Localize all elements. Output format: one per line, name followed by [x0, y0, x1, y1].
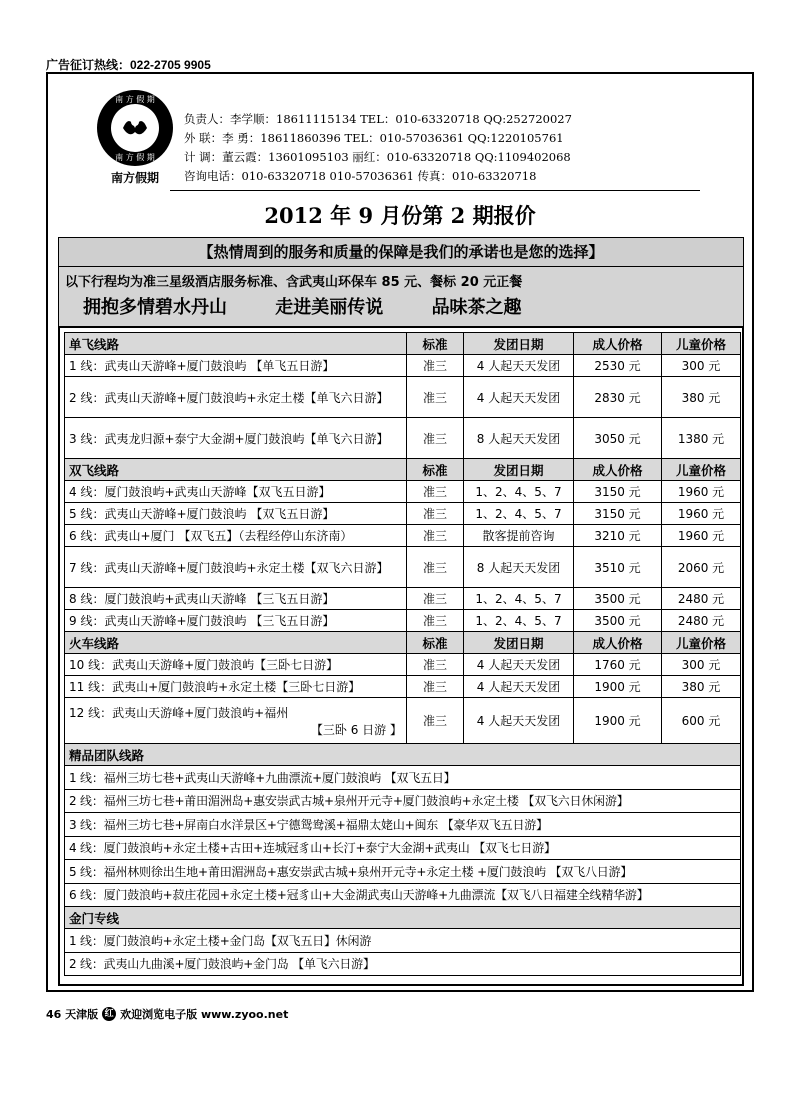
section-title: 金门专线 [65, 907, 741, 929]
departure: 4 人起天天发团 [464, 698, 574, 744]
route: 2 线：武夷山天游峰+厦门鼓浪屿+永定土楼【单飞六日游】 [65, 377, 407, 418]
table-row [65, 547, 741, 588]
child-price: 1960 元 [662, 503, 741, 525]
logo-ring-top: 南 方 假 期 [115, 95, 155, 104]
elite-route: 6 线：厦门鼓浪屿+菽庄花园+永定土楼+冠豸山+大金湖武夷山天游峰+九曲漂流【双飞八日福建全线精华游】 [65, 883, 741, 907]
price-table [64, 332, 741, 976]
page-number: 46 天津版 [46, 1008, 99, 1021]
departure: 1、2、4、5、7 [464, 588, 574, 610]
departure: 4 人起天天发团 [464, 654, 574, 676]
adult-price: 3150 元 [574, 481, 662, 503]
child-price: 2060 元 [662, 547, 741, 588]
standard: 准三 [407, 377, 464, 418]
col-departure: 发团日期 [464, 632, 574, 654]
table-row [65, 698, 741, 744]
standard: 准三 [407, 418, 464, 459]
child-price: 300 元 [662, 654, 741, 676]
contact-row: 计 调：董云霞：13601095103 丽红：010-63320718 QQ:1109402068 [184, 150, 571, 164]
departure: 4 人起天天发团 [464, 377, 574, 418]
list-item [65, 766, 741, 790]
logo-name: 南方假期 [110, 171, 160, 185]
adult-price: 1760 元 [574, 654, 662, 676]
col-child-price: 儿童价格 [662, 632, 741, 654]
col-adult-price: 成人价格 [574, 632, 662, 654]
standard: 准三 [407, 654, 464, 676]
standard: 准三 [407, 503, 464, 525]
table-row [65, 418, 741, 459]
col-adult-price: 成人价格 [574, 459, 662, 481]
standard: 准三 [407, 588, 464, 610]
tagline-part: 走进美丽传说 [275, 297, 384, 318]
child-price: 600 元 [662, 698, 741, 744]
table-row [65, 377, 741, 418]
adult-price: 1900 元 [574, 698, 662, 744]
child-price: 300 元 [662, 355, 741, 377]
route: 8 线：厦门鼓浪屿+武夷山天游峰 【三飞五日游】 [65, 588, 407, 610]
departure: 4 人起天天发团 [464, 676, 574, 698]
nanfang-holiday-logo [90, 88, 180, 188]
route: 5 线：武夷山天游峰+厦门鼓浪屿 【双飞五日游】 [65, 503, 407, 525]
table-row [65, 654, 741, 676]
departure: 散客提前咨询 [464, 525, 574, 547]
section-title: 火车线路 [65, 632, 407, 654]
child-price: 2480 元 [662, 588, 741, 610]
col-child-price: 儿童价格 [662, 333, 741, 355]
section-header-train [65, 632, 741, 654]
standard: 准三 [407, 610, 464, 632]
standard: 准三 [407, 525, 464, 547]
list-item [65, 860, 741, 884]
list-item [65, 883, 741, 907]
col-standard: 标准 [407, 333, 464, 355]
standard: 准三 [407, 698, 464, 744]
page-title: 2012 年 9 月份第 2 期报价 [264, 203, 536, 228]
elite-route: 4 线：厦门鼓浪屿+永定土楼+古田+连城冠豸山+长汀+泰宁大金湖+武夷山 【双飞七日游】 [65, 836, 741, 860]
route-suffix: 【三卧 6 日游 】 [310, 722, 402, 737]
table-row [65, 503, 741, 525]
col-departure: 发团日期 [464, 459, 574, 481]
list-item [65, 813, 741, 837]
contact-block [184, 110, 572, 186]
banner-slogan: 【热情周到的服务和质量的保障是我们的承诺也是您的选择】 [59, 238, 743, 267]
route: 11 线：武夷山+厦门鼓浪屿+永定土楼【三卧七日游】 [65, 676, 407, 698]
col-child-price: 儿童价格 [662, 459, 741, 481]
route-line: 12 线：武夷山天游峰+厦门鼓浪屿+福州 [69, 705, 289, 720]
child-price: 1960 元 [662, 525, 741, 547]
contact-row: 外 联：李 勇：18611860396 TEL：010-57036361 QQ:1220105761 [184, 131, 564, 145]
adult-price: 2530 元 [574, 355, 662, 377]
contact-row: 负责人：李学顺：18611115134 TEL：010-63320718 QQ:252720027 [184, 112, 572, 126]
table-row [65, 481, 741, 503]
section-title: 精品团队线路 [65, 744, 741, 766]
adult-price: 2830 元 [574, 377, 662, 418]
standard: 准三 [407, 481, 464, 503]
departure: 1、2、4、5、7 [464, 610, 574, 632]
col-departure: 发团日期 [464, 333, 574, 355]
list-item [65, 789, 741, 813]
adult-price: 3500 元 [574, 588, 662, 610]
adult-price: 3510 元 [574, 547, 662, 588]
elite-route: 5 线：福州林则徐出生地+莆田湄洲岛+惠安崇武古城+泉州开元寺+永定土楼 +厦门鼓浪屿 【双飞八日游】 [65, 860, 741, 884]
contact-row: 咨询电话：010-63320718 010-57036361 传真：010-63320718 [184, 169, 537, 183]
standard: 准三 [407, 355, 464, 377]
table-row [65, 676, 741, 698]
section-title: 单飞线路 [65, 333, 407, 355]
child-price: 380 元 [662, 377, 741, 418]
departure: 4 人起天天发团 [464, 355, 574, 377]
tagline-part: 拥抱多情碧水丹山 [83, 297, 227, 318]
page-footer [46, 1006, 288, 1022]
list-item [65, 929, 741, 953]
footer-text: 欢迎浏览电子版 www.zyoo.net [120, 1008, 289, 1021]
departure: 8 人起天天发团 [464, 418, 574, 459]
adult-price: 3500 元 [574, 610, 662, 632]
section-header-elite [65, 744, 741, 766]
route: 7 线：武夷山天游峰+厦门鼓浪屿+永定土楼【双飞六日游】 [65, 547, 407, 588]
contact-underline [170, 190, 700, 191]
departure: 8 人起天天发团 [464, 547, 574, 588]
route: 3 线：武夷龙归源+泰宁大金湖+厦门鼓浪屿【单飞六日游】 [65, 418, 407, 459]
ad-hotline: 广告征订热线：022-2705 9905 [46, 58, 211, 72]
route: 9 线：武夷山天游峰+厦门鼓浪屿 【三飞五日游】 [65, 610, 407, 632]
banner-tagline [83, 293, 564, 319]
promo-banner [58, 237, 744, 327]
route: 1 线：武夷山天游峰+厦门鼓浪屿 【单飞五日游】 [65, 355, 407, 377]
departure: 1、2、4、5、7 [464, 503, 574, 525]
table-row [65, 355, 741, 377]
standard: 准三 [407, 547, 464, 588]
banner-service-standard: 以下行程均为准三星级酒店服务标准、含武夷山环保车 85 元、餐标 20 元正餐 [65, 275, 523, 290]
child-price: 380 元 [662, 676, 741, 698]
col-standard: 标准 [407, 459, 464, 481]
section-header-double-flight [65, 459, 741, 481]
price-table-box [58, 326, 744, 986]
section-title: 双飞线路 [65, 459, 407, 481]
child-price: 1380 元 [662, 418, 741, 459]
jinmen-route: 2 线：武夷山九曲溪+厦门鼓浪屿+金门岛 【单飞六日游】 [65, 952, 741, 976]
logo-ring-bottom: 南 方 假 期 [115, 153, 155, 162]
table-row [65, 525, 741, 547]
table-row [65, 588, 741, 610]
route: 4 线：厦门鼓浪屿+武夷山天游峰【双飞五日游】 [65, 481, 407, 503]
list-item [65, 952, 741, 976]
adult-price: 3050 元 [574, 418, 662, 459]
adult-price: 3150 元 [574, 503, 662, 525]
adult-price: 1900 元 [574, 676, 662, 698]
standard: 准三 [407, 676, 464, 698]
departure: 1、2、4、5、7 [464, 481, 574, 503]
adult-price: 3210 元 [574, 525, 662, 547]
table-row [65, 610, 741, 632]
col-standard: 标准 [407, 632, 464, 654]
route [65, 698, 407, 744]
elite-route: 3 线：福州三坊七巷+屏南白水洋景区+宁德鸳鸯溪+福鼎太姥山+闽东 【豪华双飞五日游】 [65, 813, 741, 837]
child-price: 1960 元 [662, 481, 741, 503]
jinmen-route: 1 线：厦门鼓浪屿+永定土楼+金门岛【双飞五日】休闲游 [65, 929, 741, 953]
section-header-single-flight [65, 333, 741, 355]
section-header-jinmen [65, 907, 741, 929]
col-adult-price: 成人价格 [574, 333, 662, 355]
route: 6 线：武夷山+厦门 【双飞五】（去程经停山东济南） [65, 525, 407, 547]
child-price: 2480 元 [662, 610, 741, 632]
list-item [65, 836, 741, 860]
route: 10 线：武夷山天游峰+厦门鼓浪屿【三卧七日游】 [65, 654, 407, 676]
elite-route: 1 线：福州三坊七巷+武夷山天游峰+九曲漂流+厦门鼓浪屿 【双飞五日】 [65, 766, 741, 790]
elite-route: 2 线：福州三坊七巷+莆田湄洲岛+惠安崇武古城+泉州开元寺+厦门鼓浪屿+永定土楼 【双飞六日休闲游】 [65, 789, 741, 813]
tagline-part: 品味茶之趣 [431, 297, 522, 318]
edition-badge-icon: 红 [102, 1007, 116, 1021]
